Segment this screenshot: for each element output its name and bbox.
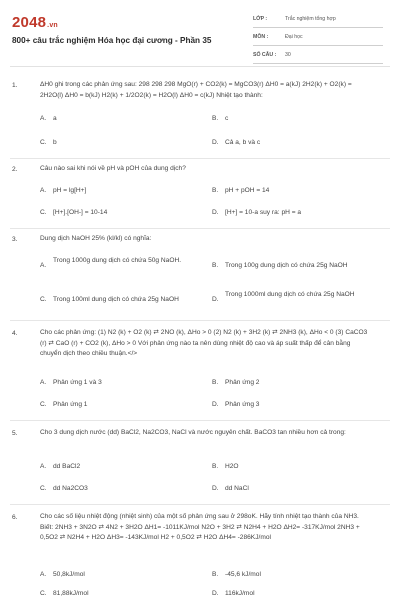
meta-value: Đại học [285, 34, 303, 40]
question-number: 5. [12, 430, 18, 437]
meta-value: 30 [285, 52, 291, 58]
option-text: pH = lg[H+] [53, 187, 87, 194]
option-letter: B. [212, 571, 219, 578]
question-number: 1. [12, 82, 18, 89]
option-text: Phản ứng 1 và 3 [53, 379, 102, 386]
option-letter: D. [212, 485, 219, 492]
option-text: dd NaCl [225, 485, 249, 492]
option-text: [H+].[OH-] = 10-14 [53, 209, 108, 216]
option-letter: A. [40, 115, 47, 122]
option-text: dd BaCl2 [53, 463, 81, 470]
option-letter: B. [212, 262, 219, 269]
option-letter: C. [40, 485, 47, 492]
option-text: 81,88kJ/mol [53, 590, 89, 597]
question-text: ΔH0 ghi trong các phản ứng sau: 298 298 298 MgO(r) + CO2(k) = MgCO3(r) ΔH0 = a(kJ) 2H2(k) + O2(k) = 2H2O(l) ΔH0 = b(kJ) H2(k) + 1/2O2(k) = H2O(l) ΔH0 = c(kJ) Nhiệt tạo thành: [40, 81, 352, 99]
option-letter: B. [212, 187, 219, 194]
option-text: a [53, 115, 57, 122]
option-text: Trong 100ml dung dịch có chứa 25g NaOH [53, 296, 179, 303]
meta-value: Trắc nghiệm tổng hợp [285, 16, 336, 22]
option-text: Trong 1000g dung dịch có chứa 50g NaOH. [53, 257, 182, 264]
option-letter: D. [212, 209, 219, 216]
option-letter: C. [40, 209, 47, 216]
option-text: 50,8kJ/mol [53, 571, 85, 578]
option-letter: C. [40, 590, 47, 597]
option-text: b [53, 139, 57, 146]
option-text: pH + pOH = 14 [225, 187, 270, 194]
question-text: Câu nào sai khi nói về pH và pOH của dung dịch? [40, 165, 186, 172]
meta-row-subject [253, 32, 383, 46]
question-number: 4. [12, 330, 18, 337]
question-text: Cho các phản ứng: (1) N2 (k) + O2 (k) ⇄ 2NO (k), ΔHo > 0 (2) N2 (k) + 3H2 (k) ⇄ 2NH3 (k), ΔHo < 0 (3) CaCO3 (r) ⇄ CaO (r) + CO2 (k), ΔHo > 0 Với phản ứng nào ta nên dùng nhiệt độ cao và áp suất thấp để cân bằng chuyển dịch theo chiều thuận.</> [40, 329, 368, 357]
option-letter: B. [212, 463, 219, 470]
meta-label: LỚP : [253, 16, 268, 22]
option-text: dd Na2CO3 [53, 485, 88, 492]
option-letter: A. [40, 571, 47, 578]
option-letter: B. [212, 115, 219, 122]
header-divider [10, 66, 390, 67]
meta-panel [253, 14, 383, 68]
logo-suffix: .vn [47, 22, 58, 29]
meta-row-count [253, 50, 383, 64]
option-letter: D. [212, 590, 219, 597]
question-number: 3. [12, 236, 18, 243]
option-text: H2O [225, 463, 239, 470]
question-divider [10, 320, 390, 321]
meta-label: SỐ CÂU : [253, 52, 277, 58]
option-letter: A. [40, 463, 47, 470]
logo-main: 2048 [12, 14, 47, 31]
option-letter: D. [212, 139, 219, 146]
option-text: Phản ứng 1 [53, 401, 88, 408]
question-number: 6. [12, 514, 18, 521]
option-letter: A. [40, 187, 47, 194]
option-text: Trong 100g dung dịch có chứa 25g NaOH [225, 262, 348, 269]
question-divider [10, 158, 390, 159]
option-letter: C. [40, 401, 47, 408]
question-text: Dung dịch NaOH 25% (kl/kl) có nghĩa: [40, 235, 152, 242]
page-title: 800+ câu trắc nghiệm Hóa học đại cương - Phần 35 [12, 36, 212, 45]
option-text: -45,6 kJ/mol [225, 571, 261, 578]
question-divider [10, 420, 390, 421]
meta-row-class [253, 14, 383, 28]
option-text: Phản ứng 2 [225, 379, 260, 386]
option-text: 116kJ/mol [225, 590, 255, 597]
meta-label: MÔN : [253, 34, 269, 40]
option-text: Cả a, b và c [225, 139, 261, 146]
option-text: Phản ứng 3 [225, 401, 260, 408]
option-letter: A. [40, 379, 47, 386]
option-letter: B. [212, 379, 219, 386]
question-divider [10, 504, 390, 505]
option-letter: D. [212, 401, 219, 408]
question-text: Cho 3 dung dịch nước (dd) BaCl2, Na2CO3, NaCl và nước nguyên chất. BaCO3 tan nhiều hơn cả trong: [40, 429, 346, 436]
question-text: Cho các số liệu nhiệt động (nhiệt sinh) của một số phản ứng sau ở 298oK. Hãy tính nhiệt tạo thành của NH3. Biết: 2NH3 + 3N2O ⇄ 4N2 + 3H2O ΔH1= -1011KJ/mol N2O + 3H2 ⇄ N2H4 + H2O ΔH2= -317KJ/mol 2NH3 + 0,5O2 ⇄ N2H4 + H2O ΔH3= -143KJ/mol H2 + 0,5O2 ⇄ H2O ΔH4= -286KJ/mol [40, 513, 360, 541]
option-letter: D. [212, 296, 219, 303]
option-letter: C. [40, 139, 47, 146]
page-header [0, 0, 400, 66]
option-text: c [225, 115, 229, 122]
option-text: Trong 1000ml dung dịch có chứa 25g NaOH [225, 291, 355, 298]
option-text: [H+] = 10-a suy ra: pH = a [225, 209, 302, 216]
site-logo[interactable] [12, 14, 58, 31]
option-letter: A. [40, 262, 47, 269]
question-number: 2. [12, 166, 18, 173]
question-divider [10, 228, 390, 229]
option-letter: C. [40, 296, 47, 303]
